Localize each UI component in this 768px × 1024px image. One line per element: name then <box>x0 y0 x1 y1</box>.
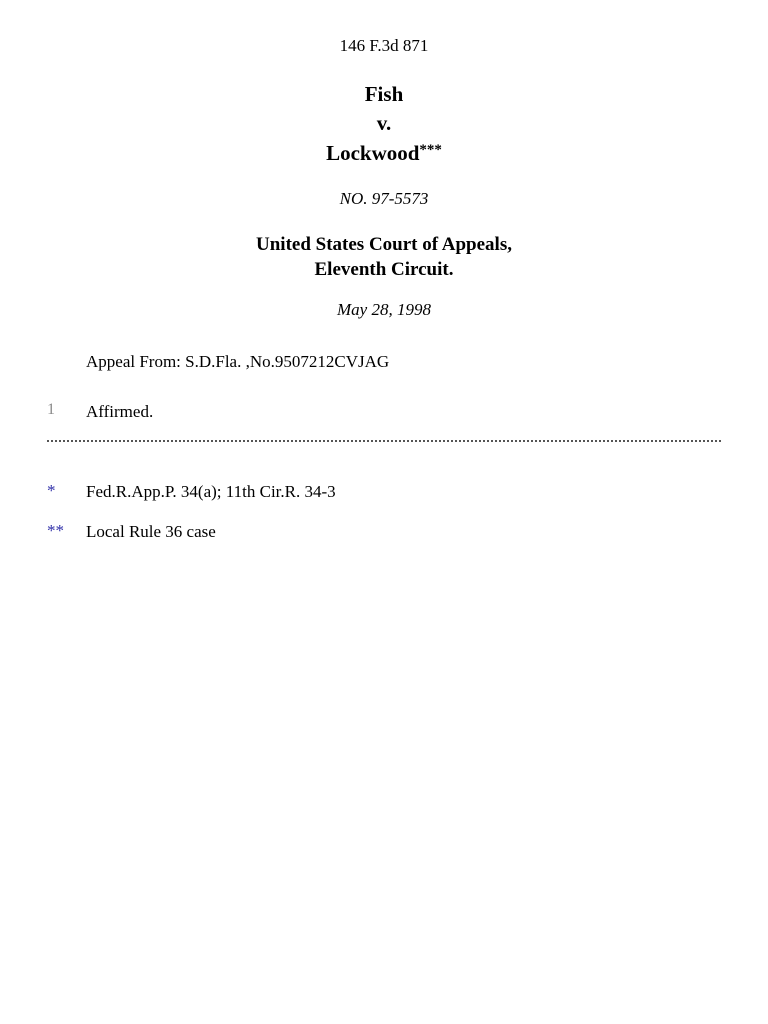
defendant-line <box>0 139 768 168</box>
defendant-footnote-marker[interactable]: *** <box>419 142 442 158</box>
docket-number: NO. 97-5573 <box>339 189 429 208</box>
defendant-name: Lockwood <box>326 141 420 165</box>
footnote-text: Local Rule 36 case <box>86 522 216 541</box>
footnote-marker[interactable]: * <box>47 481 56 500</box>
paragraph-text: Affirmed. <box>86 402 154 421</box>
footnote-text: Fed.R.App.P. 34(a); 11th Cir.R. 34-3 <box>86 482 336 501</box>
court-name-line1: United States Court of Appeals, <box>256 234 512 255</box>
plaintiff-name: Fish <box>364 82 404 106</box>
footnote-marker[interactable]: ** <box>47 521 64 540</box>
case-citation: 146 F.3d 871 <box>339 36 429 55</box>
court-name-line2: Eleventh Circuit. <box>314 259 454 280</box>
versus-label: v. <box>376 111 392 135</box>
court-name <box>0 232 768 282</box>
decision-date: May 28, 1998 <box>337 300 431 319</box>
footnote-divider <box>47 440 721 442</box>
appeal-from: Appeal From: S.D.Fla. ,No.9507212CVJAG <box>86 352 390 371</box>
paragraph-number[interactable]: 1 <box>47 401 55 418</box>
